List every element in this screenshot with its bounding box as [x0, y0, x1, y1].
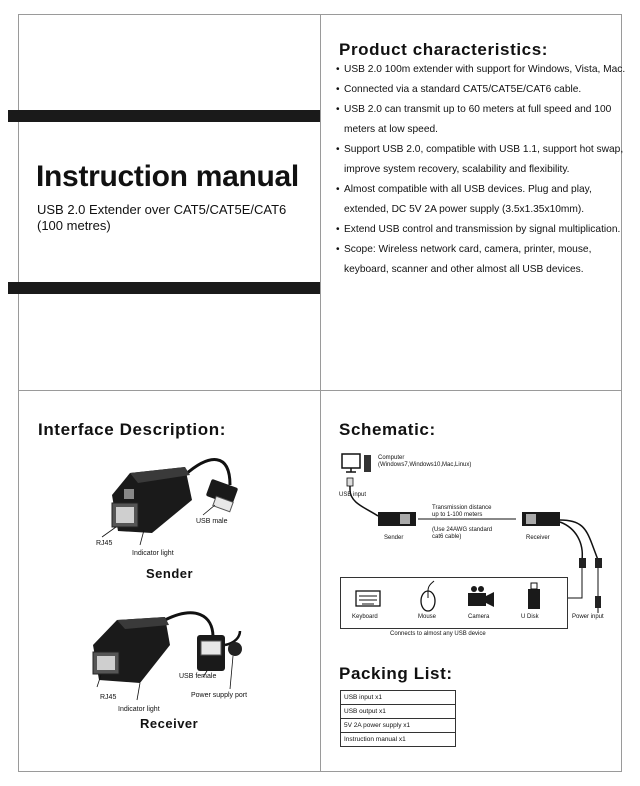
characteristic-item: • Almost compatible with all USB devices. Plug and play, extended, DC 5V 2A power supply (3.5x1.35x10mm).: [336, 180, 626, 220]
packing-item: Instruction manual x1: [341, 733, 456, 747]
manual-title: Instruction manual: [36, 160, 299, 193]
schematic-distance-label-2: up to 1-100 meters: [432, 512, 483, 518]
usb-disk-icon: [528, 583, 540, 609]
packing-heading: Packing List:: [339, 664, 453, 683]
device-label-camera: Camera: [468, 614, 490, 620]
schematic-distance-label-1: Transmission distance: [432, 505, 492, 511]
packing-item: USB input x1: [341, 691, 456, 705]
schematic-computer-label: Computer: [378, 455, 405, 461]
interface-heading: Interface Description:: [38, 420, 226, 439]
sender-rj45-label: RJ45: [96, 540, 113, 547]
receiver-rj45-label: RJ45: [100, 694, 117, 701]
table-row: [341, 691, 456, 705]
characteristic-item: • Support USB 2.0, compatible with USB 1.1, support hot swap, improve system recovery, scalability and flexibility.: [336, 140, 626, 180]
schematic-computer-os-label: (Windows7,Windows10,Mac,Linux): [378, 462, 472, 468]
sender-usb-male-label: USB male: [196, 518, 228, 525]
schematic-receiver-label: Receiver: [526, 535, 550, 541]
sender-unit: [378, 512, 416, 526]
schematic-sender-label: Sender: [384, 535, 404, 541]
manual-subtitle: USB 2.0 Extender over CAT5/CAT5E/CAT6 (100 metres): [37, 202, 287, 233]
horizontal-divider: [18, 390, 622, 391]
vertical-divider: [320, 14, 321, 772]
packing-list-table: [340, 690, 456, 747]
mouse-icon: [421, 581, 435, 611]
characteristics-list: [336, 60, 626, 280]
receiver-usb-female-label: USB female: [179, 673, 217, 680]
characteristic-item: • Scope: Wireless network card, camera, printer, mouse, keyboard, scanner and other almost all USB devices.: [336, 240, 626, 280]
schematic-cable-label-1: (Use 24AWG standard: [432, 527, 493, 533]
sender-illustration: [90, 445, 260, 570]
connects-label: Connects to almost any USB device: [390, 631, 486, 637]
sender-indicator-label: Indicator light: [132, 550, 174, 557]
device-label-keyboard: Keyboard: [352, 614, 378, 620]
schematic-cable-label-2: cat6 cable): [432, 534, 462, 540]
schematic-power-input-label: Power input: [572, 614, 604, 620]
characteristic-item: • USB 2.0 100m extender with support for Windows, Vista, Mac.: [336, 60, 626, 80]
device-label-u-disk: U Disk: [521, 614, 539, 620]
top-black-bar: [8, 110, 320, 122]
schematic-heading: Schematic:: [339, 420, 436, 439]
sender-name: Sender: [146, 566, 194, 581]
table-row: [341, 733, 456, 747]
camera-icon: [468, 586, 494, 607]
device-icons: [340, 577, 568, 629]
packing-item: 5V 2A power supply x1: [341, 719, 456, 733]
characteristic-item: • USB 2.0 can transmit up to 60 meters at full speed and 100 meters at low speed.: [336, 100, 626, 140]
receiver-indicator-label: Indicator light: [118, 706, 160, 713]
table-row: [341, 705, 456, 719]
computer-tower-icon: [364, 455, 371, 472]
bottom-black-bar: [8, 282, 320, 294]
device-label-mouse: Mouse: [418, 614, 437, 620]
packing-item: USB output x1: [341, 705, 456, 719]
receiver-power-port-label: Power supply port: [191, 692, 248, 699]
monitor-icon: [342, 454, 360, 468]
keyboard-icon: [356, 591, 380, 606]
table-row: [341, 719, 456, 733]
characteristic-item: • Extend USB control and transmission by signal multiplication.: [336, 220, 626, 240]
characteristic-item: • Connected via a standard CAT5/CAT5E/CAT6 cable.: [336, 80, 626, 100]
characteristics-heading: Product characteristics:: [339, 40, 549, 59]
schematic-usb-input-label: USB input: [339, 492, 367, 498]
receiver-name: Receiver: [140, 716, 199, 731]
